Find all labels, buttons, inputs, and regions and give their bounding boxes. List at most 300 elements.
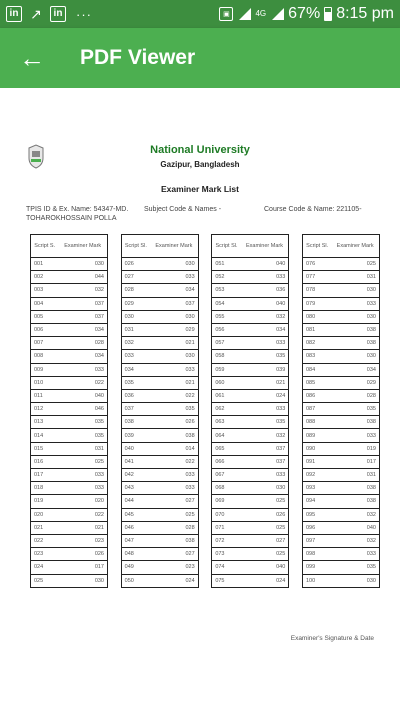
table-row	[212, 574, 289, 587]
script-number: 023	[31, 548, 59, 561]
meta-course: Course Code & Name: 221105-	[264, 206, 362, 213]
pdf-page	[18, 128, 382, 698]
script-number: 041	[121, 455, 150, 468]
table-row	[121, 284, 198, 297]
examiner-mark: 032	[331, 534, 379, 547]
script-number: 009	[31, 363, 59, 376]
table-row	[302, 574, 379, 587]
examiner-mark: 024	[150, 574, 198, 587]
script-number: 079	[302, 297, 331, 310]
table-row	[121, 337, 198, 350]
table-row	[121, 495, 198, 508]
examiner-mark: 033	[58, 469, 107, 482]
more-notifications-icon: ···	[76, 6, 92, 22]
column-header-mark: Examiner Mark	[58, 235, 107, 258]
mark-tables	[30, 234, 380, 588]
script-number: 017	[31, 469, 59, 482]
script-number: 071	[212, 521, 241, 534]
app-title: PDF Viewer	[80, 46, 196, 69]
column-header-script: Script Sl.	[121, 235, 150, 258]
examiner-mark: 038	[331, 323, 379, 336]
meta-subject: Subject Code & Names -	[144, 206, 222, 213]
examiner-mark: 024	[241, 389, 289, 402]
examiner-mark: 034	[58, 323, 107, 336]
table-row	[212, 561, 289, 574]
script-number: 012	[31, 403, 59, 416]
examiner-mark: 031	[331, 469, 379, 482]
script-number: 084	[302, 363, 331, 376]
table-row	[212, 548, 289, 561]
script-number: 078	[302, 284, 331, 297]
examiner-mark: 033	[241, 469, 289, 482]
script-number: 011	[31, 389, 59, 402]
script-number: 033	[121, 350, 150, 363]
examiner-mark: 033	[241, 337, 289, 350]
script-number: 035	[121, 376, 150, 389]
examiner-mark: 035	[58, 416, 107, 429]
script-number: 070	[212, 508, 241, 521]
table-row	[302, 429, 379, 442]
examiner-mark: 038	[331, 495, 379, 508]
script-number: 027	[121, 271, 150, 284]
examiner-mark: 026	[150, 416, 198, 429]
script-number: 077	[302, 271, 331, 284]
signature-line: Examiner's Signature & Date	[290, 635, 374, 642]
table-row	[302, 363, 379, 376]
script-number: 063	[212, 416, 241, 429]
missed-call-icon: ↗	[30, 5, 42, 22]
university-name: National University	[150, 144, 250, 156]
table-row	[302, 297, 379, 310]
script-number: 005	[31, 310, 59, 323]
script-number: 097	[302, 534, 331, 547]
examiner-mark: 030	[150, 258, 198, 271]
script-number: 006	[31, 323, 59, 336]
table-row	[302, 376, 379, 389]
examiner-mark: 037	[58, 310, 107, 323]
examiner-mark: 037	[150, 297, 198, 310]
script-number: 042	[121, 469, 150, 482]
script-number: 032	[121, 337, 150, 350]
script-number: 068	[212, 482, 241, 495]
back-button[interactable]	[0, 28, 64, 88]
examiner-mark: 038	[150, 429, 198, 442]
script-number: 075	[212, 574, 241, 587]
script-number: 072	[212, 534, 241, 547]
script-number: 038	[121, 416, 150, 429]
examiner-mark: 034	[331, 363, 379, 376]
examiner-mark: 030	[58, 574, 107, 587]
examiner-mark: 023	[58, 534, 107, 547]
script-number: 039	[121, 429, 150, 442]
script-number: 031	[121, 323, 150, 336]
examiner-mark: 029	[331, 376, 379, 389]
script-number: 007	[31, 337, 59, 350]
script-number: 061	[212, 389, 241, 402]
examiner-mark: 025	[241, 548, 289, 561]
examiner-mark: 035	[241, 350, 289, 363]
examiner-mark: 014	[150, 442, 198, 455]
examiner-mark: 030	[331, 574, 379, 587]
table-row	[302, 310, 379, 323]
table-row	[31, 521, 108, 534]
examiner-mark: 037	[241, 442, 289, 455]
script-number: 096	[302, 521, 331, 534]
table-row	[302, 469, 379, 482]
vibrate-icon: ▣	[219, 7, 233, 21]
table-row	[121, 429, 198, 442]
examiner-mark: 017	[331, 455, 379, 468]
examiner-mark: 027	[150, 548, 198, 561]
table-row	[121, 455, 198, 468]
examiner-mark: 033	[331, 548, 379, 561]
network-type: 4G	[255, 9, 267, 18]
table-row	[31, 561, 108, 574]
status-bar	[0, 0, 400, 28]
table-row	[31, 495, 108, 508]
script-number: 081	[302, 323, 331, 336]
examiner-mark: 026	[58, 548, 107, 561]
examiner-mark: 025	[150, 508, 198, 521]
table-row	[212, 442, 289, 455]
app-bar	[0, 28, 400, 88]
column-header-script: Script S.	[31, 235, 59, 258]
script-number: 082	[302, 337, 331, 350]
examiner-mark: 019	[331, 442, 379, 455]
examiner-mark: 038	[331, 482, 379, 495]
examiner-mark: 033	[150, 271, 198, 284]
table-row	[212, 258, 289, 271]
mark-table	[302, 234, 380, 588]
table-row	[212, 482, 289, 495]
mark-table	[30, 234, 108, 588]
table-row	[31, 258, 108, 271]
table-row	[31, 469, 108, 482]
examiner-mark: 030	[331, 284, 379, 297]
examiner-mark: 025	[58, 455, 107, 468]
script-number: 055	[212, 310, 241, 323]
script-number: 026	[121, 258, 150, 271]
table-row	[121, 521, 198, 534]
examiner-mark: 030	[58, 258, 107, 271]
table-row	[212, 350, 289, 363]
examiner-mark: 023	[150, 561, 198, 574]
university-city: Gazipur, Bangladesh	[160, 160, 240, 169]
script-number: 064	[212, 429, 241, 442]
script-number: 083	[302, 350, 331, 363]
table-row	[31, 350, 108, 363]
examiner-mark: 035	[331, 403, 379, 416]
table-row	[31, 534, 108, 547]
examiner-mark: 033	[241, 403, 289, 416]
examiner-mark: 033	[58, 363, 107, 376]
script-number: 003	[31, 284, 59, 297]
examiner-mark: 022	[150, 389, 198, 402]
table-row	[121, 416, 198, 429]
table-row	[121, 389, 198, 402]
examiner-mark: 035	[331, 561, 379, 574]
script-number: 066	[212, 455, 241, 468]
table-row	[121, 574, 198, 587]
script-number: 046	[121, 521, 150, 534]
script-number: 053	[212, 284, 241, 297]
examiner-mark: 020	[58, 495, 107, 508]
table-row	[121, 350, 198, 363]
examiner-mark: 028	[331, 389, 379, 402]
script-number: 025	[31, 574, 59, 587]
script-number: 034	[121, 363, 150, 376]
examiner-mark: 021	[58, 521, 107, 534]
examiner-mark: 046	[58, 403, 107, 416]
table-row	[302, 323, 379, 336]
examiner-mark: 026	[241, 508, 289, 521]
table-row	[121, 297, 198, 310]
table-row	[31, 442, 108, 455]
table-row	[212, 284, 289, 297]
examiner-mark: 034	[241, 323, 289, 336]
table-row	[121, 508, 198, 521]
script-number: 062	[212, 403, 241, 416]
table-row	[121, 258, 198, 271]
script-number: 087	[302, 403, 331, 416]
script-number: 089	[302, 429, 331, 442]
script-number: 052	[212, 271, 241, 284]
table-row	[302, 258, 379, 271]
examiner-mark: 040	[241, 561, 289, 574]
examiner-mark: 033	[331, 297, 379, 310]
table-row	[302, 561, 379, 574]
examiner-mark: 033	[331, 429, 379, 442]
script-number: 094	[302, 495, 331, 508]
examiner-mark: 021	[150, 337, 198, 350]
table-row	[31, 455, 108, 468]
script-number: 091	[302, 455, 331, 468]
script-number: 080	[302, 310, 331, 323]
script-number: 056	[212, 323, 241, 336]
table-row	[121, 403, 198, 416]
table-row	[212, 337, 289, 350]
examiner-mark: 035	[241, 416, 289, 429]
table-row	[302, 495, 379, 508]
examiner-mark: 036	[241, 284, 289, 297]
script-number: 088	[302, 416, 331, 429]
script-number: 054	[212, 297, 241, 310]
document-title: Examiner Mark List	[161, 184, 239, 194]
examiner-mark: 034	[58, 350, 107, 363]
table-row	[121, 310, 198, 323]
table-row	[302, 284, 379, 297]
clock: 8:15 pm	[336, 5, 394, 22]
script-number: 098	[302, 548, 331, 561]
script-number: 099	[302, 561, 331, 574]
table-row	[302, 403, 379, 416]
linkedin-icon: in	[50, 6, 66, 22]
examiner-mark: 025	[241, 521, 289, 534]
meta-tpis: TPIS ID & Ex. Name: 54347-MD.	[26, 206, 129, 213]
table-row	[31, 574, 108, 587]
table-row	[121, 363, 198, 376]
column-header-mark: Examiner Mark	[150, 235, 198, 258]
script-number: 019	[31, 495, 59, 508]
table-row	[212, 310, 289, 323]
table-row	[302, 508, 379, 521]
table-row	[121, 534, 198, 547]
script-number: 002	[31, 271, 59, 284]
script-number: 029	[121, 297, 150, 310]
table-row	[302, 416, 379, 429]
examiner-mark: 033	[150, 482, 198, 495]
table-row	[31, 508, 108, 521]
table-row	[121, 271, 198, 284]
script-number: 058	[212, 350, 241, 363]
examiner-mark: 032	[241, 429, 289, 442]
table-row	[302, 271, 379, 284]
examiner-mark: 035	[58, 429, 107, 442]
table-row	[302, 337, 379, 350]
script-number: 090	[302, 442, 331, 455]
script-number: 043	[121, 482, 150, 495]
examiner-mark: 034	[150, 284, 198, 297]
table-row	[121, 469, 198, 482]
table-row	[31, 323, 108, 336]
table-row	[31, 310, 108, 323]
examiner-mark: 030	[331, 350, 379, 363]
script-number: 060	[212, 376, 241, 389]
examiner-mark: 027	[150, 495, 198, 508]
examiner-mark: 030	[150, 310, 198, 323]
script-number: 044	[121, 495, 150, 508]
examiner-mark: 038	[150, 534, 198, 547]
table-row	[302, 389, 379, 402]
table-row	[302, 455, 379, 468]
script-number: 067	[212, 469, 241, 482]
table-row	[302, 442, 379, 455]
examiner-mark: 035	[150, 403, 198, 416]
table-row	[212, 403, 289, 416]
table-row	[31, 403, 108, 416]
table-row	[212, 297, 289, 310]
table-row	[212, 376, 289, 389]
script-number: 100	[302, 574, 331, 587]
table-row	[31, 297, 108, 310]
examiner-mark: 025	[331, 258, 379, 271]
examiner-mark: 033	[150, 469, 198, 482]
table-row	[31, 389, 108, 402]
examiner-mark: 017	[58, 561, 107, 574]
script-number: 074	[212, 561, 241, 574]
table-row	[121, 561, 198, 574]
script-number: 093	[302, 482, 331, 495]
examiner-mark: 038	[331, 416, 379, 429]
pdf-viewer[interactable]	[0, 88, 400, 711]
table-row	[212, 429, 289, 442]
script-number: 040	[121, 442, 150, 455]
examiner-mark: 028	[58, 337, 107, 350]
table-row	[31, 284, 108, 297]
script-number: 086	[302, 389, 331, 402]
examiner-mark: 021	[150, 376, 198, 389]
script-number: 010	[31, 376, 59, 389]
table-row	[302, 350, 379, 363]
table-row	[302, 534, 379, 547]
script-number: 030	[121, 310, 150, 323]
mark-table	[121, 234, 199, 588]
examiner-mark: 033	[150, 363, 198, 376]
linkedin-icon: in	[6, 6, 22, 22]
table-row	[31, 271, 108, 284]
examiner-mark: 031	[58, 442, 107, 455]
battery-percent: 67%	[288, 5, 321, 22]
examiner-mark: 033	[241, 271, 289, 284]
script-number: 021	[31, 521, 59, 534]
script-number: 057	[212, 337, 241, 350]
table-row	[31, 429, 108, 442]
examiner-mark: 044	[58, 271, 107, 284]
table-row	[121, 376, 198, 389]
script-number: 016	[31, 455, 59, 468]
script-number: 050	[121, 574, 150, 587]
arrow-left-icon: ←	[19, 42, 45, 73]
examiner-mark: 040	[331, 521, 379, 534]
table-row	[31, 416, 108, 429]
examiner-mark: 024	[241, 574, 289, 587]
column-header-mark: Examiner Mark	[331, 235, 379, 258]
table-row	[31, 376, 108, 389]
script-number: 018	[31, 482, 59, 495]
script-number: 037	[121, 403, 150, 416]
table-row	[212, 534, 289, 547]
table-row	[31, 363, 108, 376]
script-number: 059	[212, 363, 241, 376]
examiner-mark: 021	[241, 376, 289, 389]
script-number: 014	[31, 429, 59, 442]
table-row	[212, 271, 289, 284]
examiner-mark: 030	[241, 482, 289, 495]
table-row	[31, 548, 108, 561]
script-number: 085	[302, 376, 331, 389]
column-header-mark: Examiner Mark	[241, 235, 289, 258]
script-number: 045	[121, 508, 150, 521]
examiner-mark: 032	[58, 284, 107, 297]
examiner-mark: 029	[150, 323, 198, 336]
signal-icon	[237, 7, 251, 21]
examiner-mark: 037	[58, 297, 107, 310]
script-number: 069	[212, 495, 241, 508]
script-number: 047	[121, 534, 150, 547]
script-number: 028	[121, 284, 150, 297]
table-row	[212, 455, 289, 468]
table-row	[212, 521, 289, 534]
meta-examiner-name: TOHAROKHOSSAIN POLLA	[26, 215, 117, 222]
script-number: 076	[302, 258, 331, 271]
battery-icon	[324, 7, 332, 21]
table-row	[302, 482, 379, 495]
script-number: 049	[121, 561, 150, 574]
examiner-mark: 038	[331, 337, 379, 350]
examiner-mark: 040	[58, 389, 107, 402]
table-row	[31, 337, 108, 350]
examiner-mark: 040	[241, 297, 289, 310]
examiner-mark: 027	[241, 534, 289, 547]
table-row	[121, 548, 198, 561]
script-number: 095	[302, 508, 331, 521]
table-row	[212, 508, 289, 521]
table-row	[212, 389, 289, 402]
column-header-script: Script Sl.	[302, 235, 331, 258]
signal-icon	[270, 7, 284, 21]
examiner-mark: 033	[58, 482, 107, 495]
examiner-mark: 032	[241, 310, 289, 323]
